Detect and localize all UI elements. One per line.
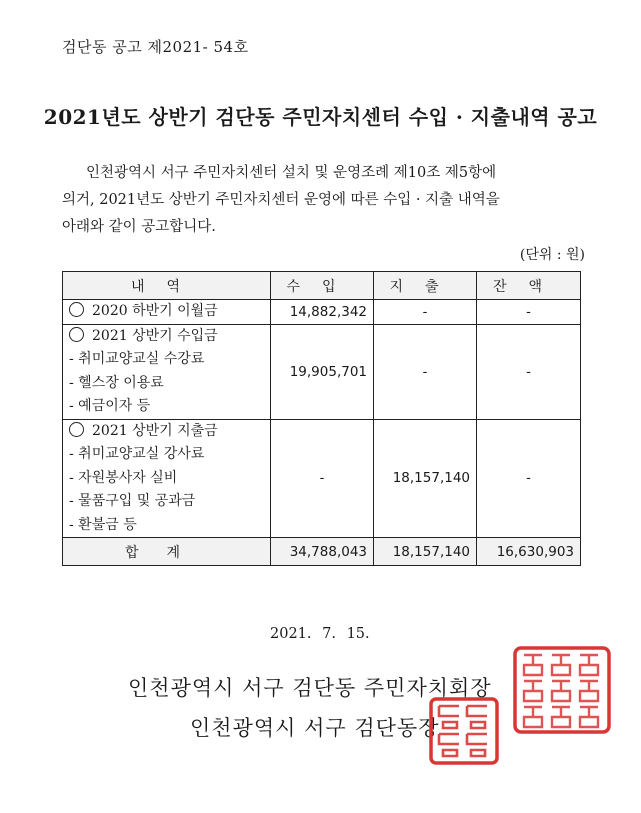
header-balance: 잔액: [477, 272, 581, 300]
expense-cell: 18,157,140: [374, 419, 477, 538]
total-row: [63, 538, 581, 566]
balance-cell: -: [477, 300, 581, 325]
notice-body: [62, 160, 592, 241]
ledger-table: [62, 271, 581, 566]
description-line: - 물품구입 및 공과금: [69, 493, 196, 509]
circle-bullet-icon: [69, 327, 84, 342]
description-line: 2021 상반기 수입금: [92, 327, 218, 344]
council-chair-seal-icon: [512, 645, 612, 735]
table-row: [63, 419, 581, 538]
balance-cell: -: [477, 324, 581, 419]
description-line: - 자원봉사자 실비: [69, 469, 178, 486]
total-expense: 18,157,140: [374, 538, 477, 566]
signatory-dong-chief: 인천광역시 서구 검단동장: [190, 716, 440, 740]
notice-number: 검단동 공고 제2021- 54호: [62, 38, 249, 56]
description-line: - 헬스장 이용료: [69, 374, 164, 391]
total-balance: 16,630,903: [477, 538, 581, 566]
table-header-row: [63, 272, 581, 300]
dong-chief-seal-icon: [428, 696, 500, 766]
description-line: 2021 상반기 지출금: [92, 422, 218, 439]
table-row: [63, 300, 581, 325]
body-line-1: 인천광역시 서구 주민자치센터 설치 및 운영조례 제10조 제5항에: [86, 165, 497, 181]
body-line-2: 의거, 2021년도 상반기 주민자치센터 운영에 따른 수입 · 지출 내역을: [62, 192, 500, 208]
body-line-3: 아래와 같이 공고합니다.: [62, 219, 216, 235]
expense-cell: -: [374, 300, 477, 325]
header-income: 수입: [271, 272, 374, 300]
row-description: [63, 324, 271, 419]
expense-cell: -: [374, 324, 477, 419]
table-row: [63, 324, 581, 419]
header-description: 내역: [63, 272, 271, 300]
description-line: - 환불금 등: [69, 516, 137, 533]
income-cell: -: [271, 419, 374, 538]
circle-bullet-icon: [69, 302, 84, 317]
description-line: - 취미교양교실 강사료: [69, 446, 205, 462]
signatory-council-chair: 인천광역시 서구 검단동 주민자치회장: [128, 676, 492, 700]
unit-label: (단위 : 원): [519, 247, 585, 263]
circle-bullet-icon: [69, 422, 84, 437]
description-line: - 취미교양교실 수강료: [69, 351, 205, 367]
total-income: 34,788,043: [271, 538, 374, 566]
description-line: 2020 하반기 이월금: [92, 303, 218, 319]
notice-title: 2021년도 상반기 검단동 주민자치센터 수입 · 지출내역 공고: [43, 105, 598, 129]
description-line: - 예금이자 등: [69, 398, 151, 414]
income-cell: 19,905,701: [271, 324, 374, 419]
row-description: [63, 300, 271, 325]
total-label: 합계: [63, 538, 271, 566]
income-cell: 14,882,342: [271, 300, 374, 325]
balance-cell: -: [477, 419, 581, 538]
row-description: [63, 419, 271, 538]
notice-date: 2021. 7. 15.: [270, 626, 370, 642]
header-expense: 지출: [374, 272, 477, 300]
